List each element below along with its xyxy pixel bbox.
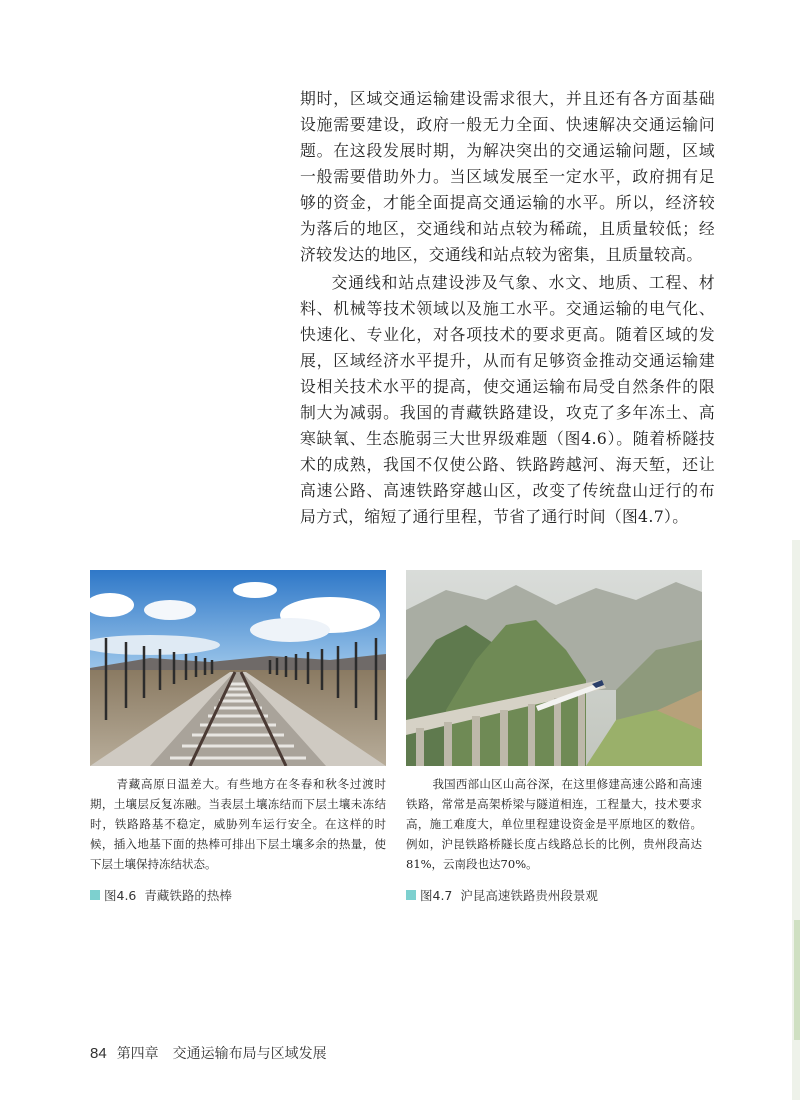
caption-marker-icon: [90, 890, 100, 900]
figure-4-6-description: 青藏高原日温差大。有些地方在冬春和秋冬过渡时期，土壤层反复冻融。当表层土壤冻结而下层土壤未冻结时，铁路路基不稳定，威胁列车运行安全。在这样的时候，插入地基下面的热棒可排出下层土壤多余的热量，使下层土壤保持冻结状态。: [90, 777, 386, 871]
high-speed-railway-photo: [406, 570, 702, 766]
figure-4-7-caption: [406, 886, 598, 904]
page-edge-decoration: [778, 540, 800, 1100]
caption-title: 沪昆高速铁路贵州段景观: [460, 888, 598, 903]
chapter-title: 第四章 交通运输布局与区域发展: [116, 1046, 327, 1062]
railway-heat-pipe-photo: [90, 570, 386, 766]
caption-marker-icon: [406, 890, 416, 900]
caption-number: 图4.7: [420, 888, 453, 903]
paragraph-1: 期时，区域交通运输建设需求很大，并且还有各方面基础设施需要建设，政府一般无力全面、快速解决交通运输问题。在这段发展时期，为解决突出的交通运输问题，区域一般需要借助外力。当区域发展至一定水平，政府拥有足够的资金，才能全面提高交通运输的水平。所以，经济较为落后的地区，交通线和站点较为稀疏，且质量较低；经济较发达的地区，交通线和站点较为密集，且质量较高。: [300, 89, 715, 264]
caption-title: 青藏铁路的热棒: [144, 888, 232, 903]
page-footer: [90, 1043, 327, 1063]
figure-4-7-description: 我国西部山区山高谷深，在这里修建高速公路和高速铁路，常常是高架桥梁与隧道相连，工程量大，技术要求高，施工难度大，单位里程建设资金是平原地区的数倍。例如，沪昆铁路桥隧长度占线路总长的比例，贵州段高达81%，云南段也达70%。: [406, 777, 702, 871]
figure-4-6-caption: [90, 886, 232, 904]
main-text: [300, 86, 715, 530]
paragraph-2: 交通线和站点建设涉及气象、水文、地质、工程、材料、机械等技术领域以及施工水平。交通运输的电气化、快速化、专业化，对各项技术的要求更高。随着区域的发展，区域经济水平提升，从而有足够资金推动交通运输建设相关技术水平的提高，使交通运输布局受自然条件的限制大为减弱。我国的青藏铁路建设，攻克了多年冻土、高寒缺氧、生态脆弱三大世界级难题（图4.6）。随着桥隧技术的成熟，我国不仅使公路、铁路跨越河、海天堑，还让高速公路、高速铁路穿越山区，改变了传统盘山迂行的布局方式，缩短了通行里程，节省了通行时间（图4.7）。: [300, 273, 715, 526]
figure-4-6: [90, 570, 386, 874]
page-number: 84: [90, 1045, 107, 1062]
figure-4-7: [406, 570, 702, 874]
caption-number: 图4.6: [104, 888, 137, 903]
